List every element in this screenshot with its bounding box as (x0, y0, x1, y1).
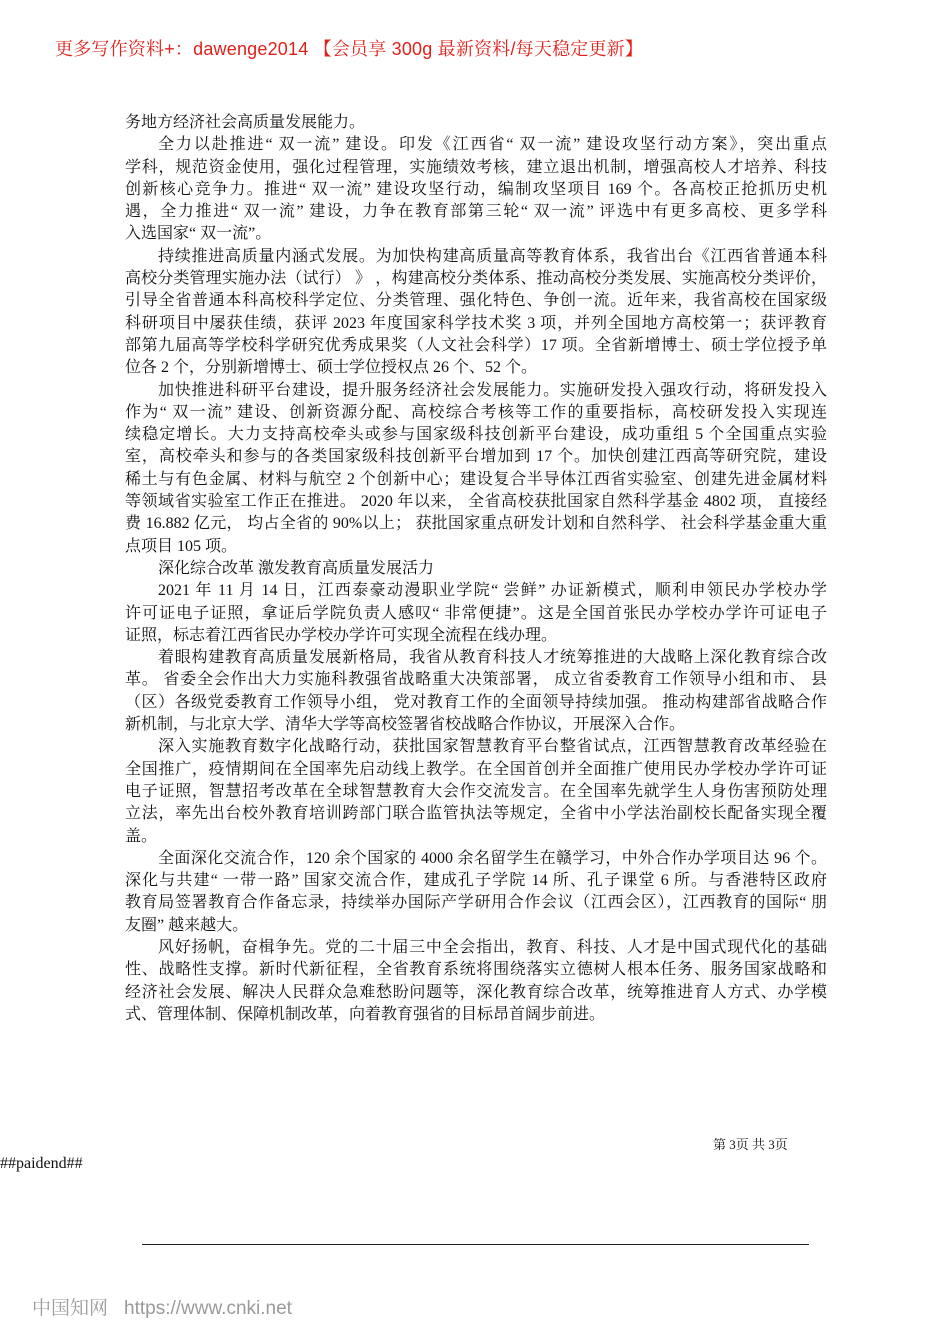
text-line: 等领域省实验室工作正在推进。 2020 年以来， 全省高校获批国家自然科学基金 4802 项， 直接经 (125, 493, 827, 511)
cnki-url: https://www.cnki.net (124, 1298, 292, 1319)
text-line: 风好扬帆，奋楫争先。党的二十届三中全会指出，教育、科技、人才是中国式现代化的基础 (158, 938, 827, 956)
paragraph (125, 112, 827, 134)
paragraph (125, 558, 827, 580)
text-line: 加快推进科研平台建设，提升服务经济社会发展能力。实施研发投入强攻行动，将研发投入 (158, 381, 827, 399)
text-line: 室，高校牵头和参与的各类国家级科技创新平台增加到 17 个。加快创建江西高等研究院，建设 (125, 448, 827, 466)
text-line: （区）各级党委教育工作领导小组， 党对教育工作的全面领导持续加强。 推动构建部省战略合作 (125, 693, 827, 711)
paragraph (125, 647, 827, 736)
text-line: 学科，规范资金使用，强化过程管理，实施绩效考核，建立退出机制，增强高校人才培养、科技 (125, 158, 827, 176)
text-line: 电子证照，智慧招考改革在全球智慧教育大会作交流发言。在全国率先就学生人身伤害预防处理 (125, 782, 827, 800)
text-line: 作为“ 双一流” 建设、创新资源分配、高校综合考核等工作的重要指标，高校研发投入实现连 (125, 403, 827, 421)
text-line: 务地方经济社会高质量发展能力。 (125, 114, 366, 131)
text-line: 盖。 (125, 827, 158, 845)
text-line: 着眼构建教育高质量发展新格局，我省从教育科技人才统筹推进的大战略上深化教育综合改 (158, 649, 827, 667)
paragraph (125, 246, 827, 380)
text-line: 2021 年 11 月 14 日，江西泰豪动漫职业学院“ 尝鲜” 办证新模式，顺利申领民办学校办学 (158, 582, 827, 600)
text-line: 部第九届高等学校科学研究优秀成果奖（人文社会科学）17 项。全省新增博士、硕士学位授予单 (125, 336, 827, 354)
text-line: 全面深化交流合作，120 余个国家的 4000 余名留学生在赣学习，中外合作办学项目达 96 个。 (158, 849, 827, 867)
text-line: 全国推广，疫情期间在全国率先启动线上教学。在全国首创并全面推广使用民办学校办学许可证 (125, 760, 827, 778)
paragraph (125, 736, 827, 847)
text-line: 遇，全力推进“ 双一流” 建设，力争在教育部第三轮“ 双一流” 评选中有更多高校、更多学科 (125, 203, 827, 221)
text-line: 持续推进高质量内涵式发展。为加快构建高质量高等教育体系，我省出台《江西省普通本科 (158, 247, 827, 265)
text-line: 入选国家“ 双一流”。 (125, 225, 272, 243)
text-line: 新机制，与北京大学、清华大学等高校签署省校战略合作协议，开展深入合作。 (125, 716, 686, 734)
text-line: 续稳定增长。大力支持高校牵头或参与国家级科技创新平台建设，成功重组 5 个全国重点实验 (125, 426, 827, 444)
text-line: 科研项目中屡获佳绩，获评 2023 年度国家科学技术奖 3 项，并列全国地方高校第一；获评教育 (125, 314, 827, 332)
paragraph (125, 937, 827, 1026)
text-line: 点项目 105 项。 (125, 537, 238, 555)
text-line: 立法，率先出台校外教育培训跨部门联合监管执法等规定，全省中小学法治副校长配备实现全覆 (125, 805, 827, 823)
text-line: 革。 省委全会作出大力实施科教强省战略重大决策部署， 成立省委教育工作领导小组和市、 县 (125, 671, 827, 689)
text-line: 深化综合改革 激发教育高质量发展活力 (158, 559, 435, 577)
paragraph (125, 134, 827, 245)
paragraph (125, 380, 827, 558)
paragraph (125, 580, 827, 647)
text-line: 性、战略性支撑。新时代新征程，全省教育系统将围绕落实立德树人根本任务、服务国家战略和 (125, 961, 827, 979)
text-line: 友圈” 越来越大。 (125, 916, 249, 934)
text-line: 经济社会发展、解决人民群众急难愁盼问题等，深化教育综合改革，统筹推进育人方式、办学模 (125, 983, 827, 1001)
text-line: 全力以赴推进“ 双一流” 建设。印发《江西省“ 双一流” 建设攻坚行动方案》，突出重点 (158, 136, 827, 154)
text-line: 许可证电子证照，拿证后学院负责人感叹“ 非常便捷”。这是全国首张民办学校办学许可证电子 (125, 604, 827, 622)
text-line: 深化与共建“ 一带一路” 国家交流合作，建成孔子学院 14 所、孔子课堂 6 所。与香港特区政府 (125, 872, 827, 890)
promo-banner: 更多写作资料+：dawenge2014 【会员享 300g 最新资料/每天稳定更新】 (55, 39, 644, 59)
cnki-watermark (32, 1293, 292, 1320)
document-body (125, 112, 827, 1026)
text-line: 创新核心竞争力。推进“ 双一流” 建设攻坚行动，编制攻坚项目 169 个。各高校正抢抓历史机 (125, 180, 827, 198)
text-line: 教育局签署教育合作备忘录，持续举办国际产学研用合作会议（江西会区），江西教育的国际“ 朋 (125, 894, 827, 912)
text-line: 引导全省普通本科高校科学定位、分类管理、强化特色、争创一流。近年来，我省高校在国家级 (125, 292, 827, 310)
text-line: 稀土与有色金属、材料与航空 2 个创新中心；建设复合半导体江西省实验室、创建先进金属材料 (125, 470, 827, 488)
text-line: 费 16.882 亿元， 均占全省的 90%以上； 获批国家重点研发计划和自然科学、 社会科学基金重大重 (125, 515, 827, 533)
text-line: 式、管理体制、保障机制改革，向着教育强省的目标昂首阔步前进。 (125, 1005, 606, 1023)
text-line: 证照，标志着江西省民办学校办学许可实现全流程在线办理。 (125, 626, 558, 644)
paidend-marker: ##paidend## (0, 1155, 83, 1172)
paragraph (125, 848, 827, 937)
text-line: 位各 2 个，分别新增博士、硕士学位授权点 26 个、52 个。 (125, 359, 538, 377)
footer-divider (142, 1244, 809, 1245)
text-line: 高校分类管理实施办法（试行） 》 ，构建高校分类体系、推动高校分类发展、实施高校分类评价， (125, 270, 827, 288)
text-line: 深入实施教育数字化战略行动，获批国家智慧教育平台整省试点，江西智慧教育改革经验在 (158, 738, 827, 756)
page-number: 第 3页 共 3页 (713, 1137, 788, 1152)
cnki-name: 中国知网 (32, 1298, 109, 1319)
